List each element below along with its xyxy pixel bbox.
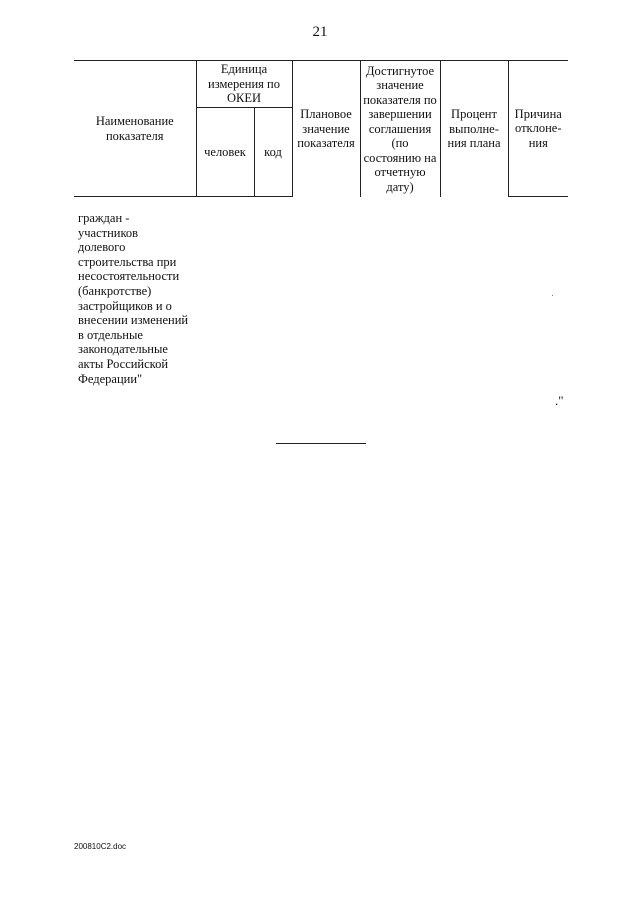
indicator-description: граждан - участников долевого строительства при несостоятельности (банкротстве) застройщиков и о внесении изменений в отдельные законодательные акты Российской Федерации" [78, 211, 189, 386]
header-planned-value: Плановое значение показателя [292, 61, 360, 197]
indicator-header-table [74, 60, 568, 197]
closing-quote: ." [555, 393, 564, 408]
header-achieved-value: Достигнутое значение показателя по завершении соглашения (по состоянию на отчетную дату) [360, 61, 440, 197]
page-number: 21 [312, 24, 328, 40]
header-unit-okei: Единица измерения по ОКЕИ [196, 61, 292, 108]
footer-filename: 200810C2.doc [74, 842, 127, 851]
header-indicator-name: Наименование показателя [74, 61, 196, 197]
end-of-section-rule [276, 443, 366, 444]
header-unit-person: человек [196, 108, 254, 197]
header-unit-code: код [254, 108, 292, 197]
header-percent-completion: Процент выполне-ния плана [440, 61, 508, 197]
scan-speck [552, 295, 553, 296]
header-deviation-reason: Причина отклоне-ния [508, 61, 568, 197]
